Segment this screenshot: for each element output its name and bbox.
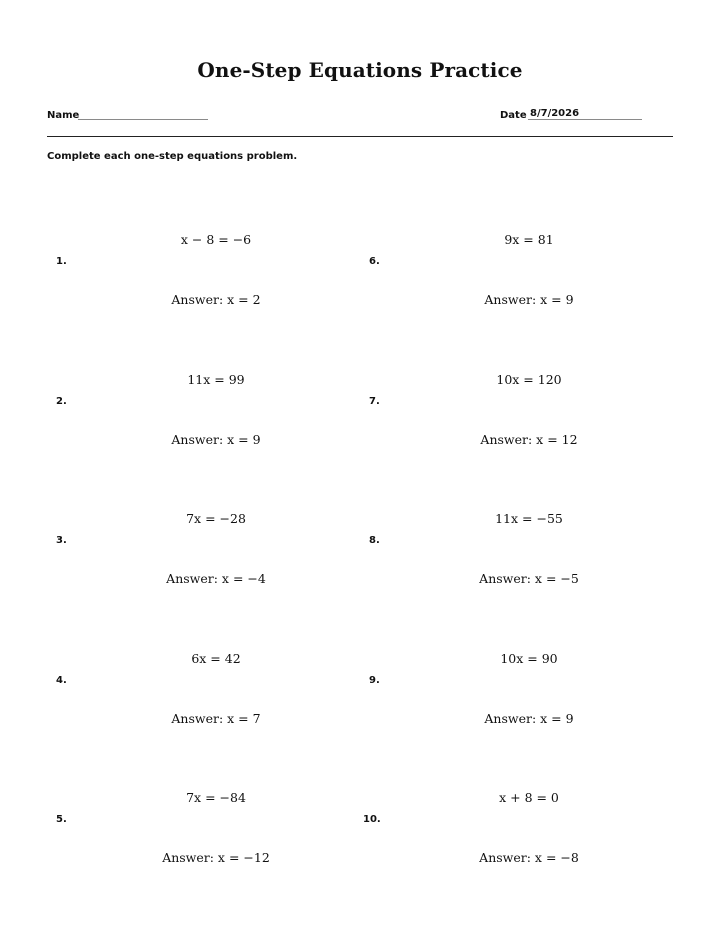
problem-equation: 10x = 120: [496, 372, 562, 387]
problem-item: [56, 372, 366, 478]
problem-equation: 11x = −55: [495, 511, 563, 526]
problem-answer: Answer: x = 2: [171, 292, 261, 307]
problem-equation: x − 8 = −6: [180, 232, 252, 247]
problem-number: 9.: [369, 675, 380, 686]
problem-number: 1.: [56, 256, 67, 267]
problem-equation: 11x = 99: [187, 372, 245, 387]
problem-answer: Answer: x = 9: [484, 292, 574, 307]
problem-equation: 6x = 42: [191, 651, 241, 666]
problem-answer: Answer: x = −12: [162, 850, 270, 865]
problem-equation: 10x = 90: [500, 651, 558, 666]
problem-item: [56, 651, 366, 757]
date-field[interactable]: [528, 119, 642, 120]
problem-equation: x + 8 = 0: [499, 790, 559, 805]
problem-number: 8.: [369, 535, 380, 546]
problem-item: [369, 651, 679, 757]
header-divider: [47, 136, 673, 137]
problem-number: 5.: [56, 814, 67, 825]
problem-equation: 7x = −84: [186, 790, 246, 805]
problem-answer: Answer: x = 9: [484, 711, 574, 726]
date-label: Date: [500, 110, 527, 121]
worksheet-title: One-Step Equations Practice: [197, 58, 523, 82]
problem-number: 3.: [56, 535, 67, 546]
problem-number: 6.: [369, 256, 380, 267]
problem-item: [369, 511, 679, 617]
problem-answer: Answer: x = −8: [479, 850, 579, 865]
problem-number: 4.: [56, 675, 67, 686]
problem-item: [56, 790, 366, 896]
problem-answer: Answer: x = −5: [479, 571, 579, 586]
problem-answer: Answer: x = 9: [171, 432, 261, 447]
name-label: Name: [47, 110, 80, 121]
instructions: Complete each one-step equations problem.: [47, 151, 298, 162]
problem-number: 10.: [363, 814, 381, 825]
name-field[interactable]: [78, 119, 208, 120]
problem-answer: Answer: x = 7: [171, 711, 261, 726]
problem-item: [369, 232, 679, 338]
problem-answer: Answer: x = 12: [480, 432, 578, 447]
problem-item: [56, 511, 366, 617]
problem-number: 2.: [56, 396, 67, 407]
problem-item: [369, 372, 679, 478]
problem-answer: Answer: x = −4: [166, 571, 266, 586]
date-value: 8/7/2026: [530, 108, 580, 119]
problem-equation: 9x = 81: [504, 232, 554, 247]
problem-equation: 7x = −28: [186, 511, 246, 526]
problem-item: [363, 790, 679, 896]
problem-number: 7.: [369, 396, 380, 407]
problem-item: [56, 232, 366, 338]
